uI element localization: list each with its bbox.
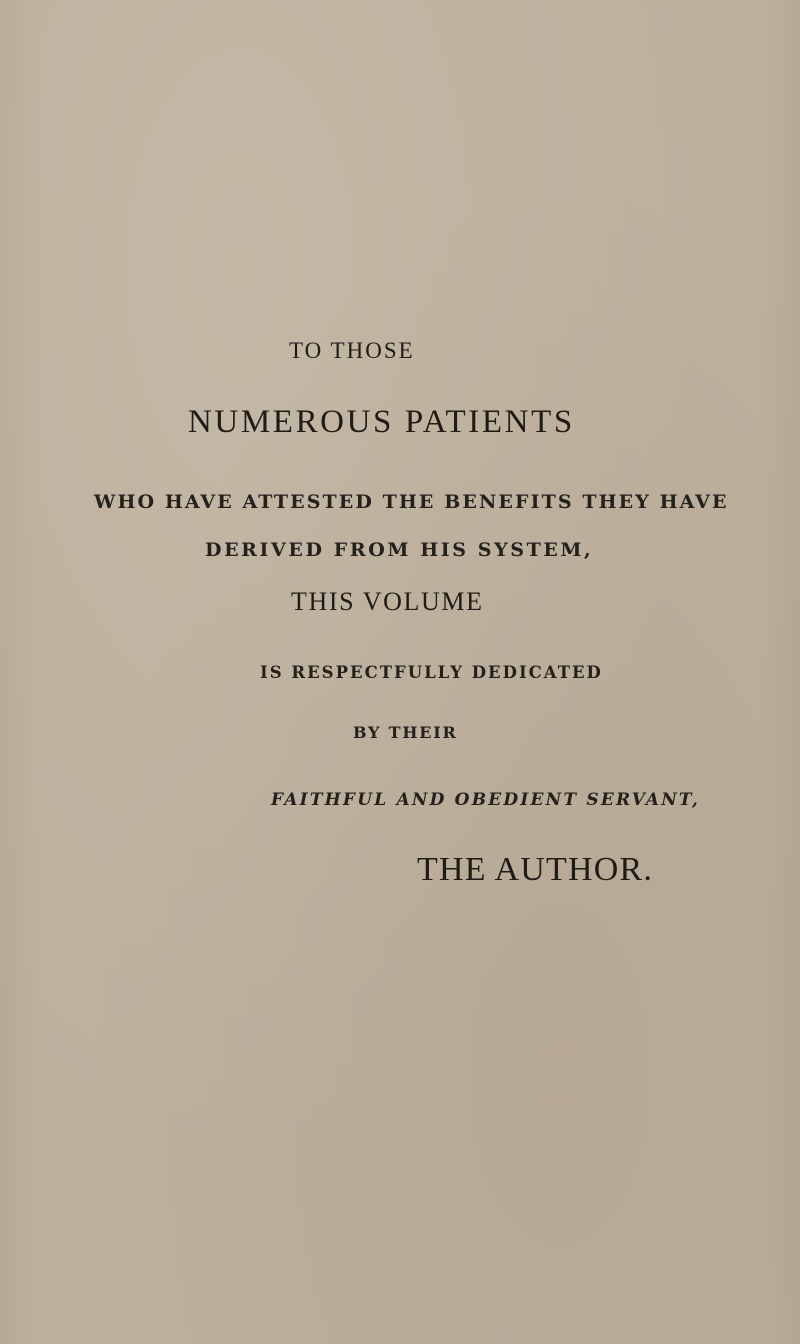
dedication-line-by-their: BY THEIR: [353, 723, 458, 742]
dedication-line-this-volume: THIS VOLUME: [291, 587, 484, 616]
dedication-line-faithful-servant: FAITHFUL AND OBEDIENT SERVANT,: [271, 790, 701, 810]
dedication-signature: THE AUTHOR.: [417, 851, 654, 888]
dedication-line-to-those: TO THOSE: [289, 338, 415, 363]
dedication-line-derived-from: DERIVED FROM HIS SYSTEM,: [205, 539, 594, 561]
dedication-line-numerous-patients: NUMEROUS PATIENTS: [188, 404, 575, 440]
dedication-line-respectfully-dedicated: IS RESPECTFULLY DEDICATED: [260, 663, 603, 682]
dedication-line-who-have-attested: WHO HAVE ATTESTED THE BENEFITS THEY HAVE: [94, 491, 729, 513]
